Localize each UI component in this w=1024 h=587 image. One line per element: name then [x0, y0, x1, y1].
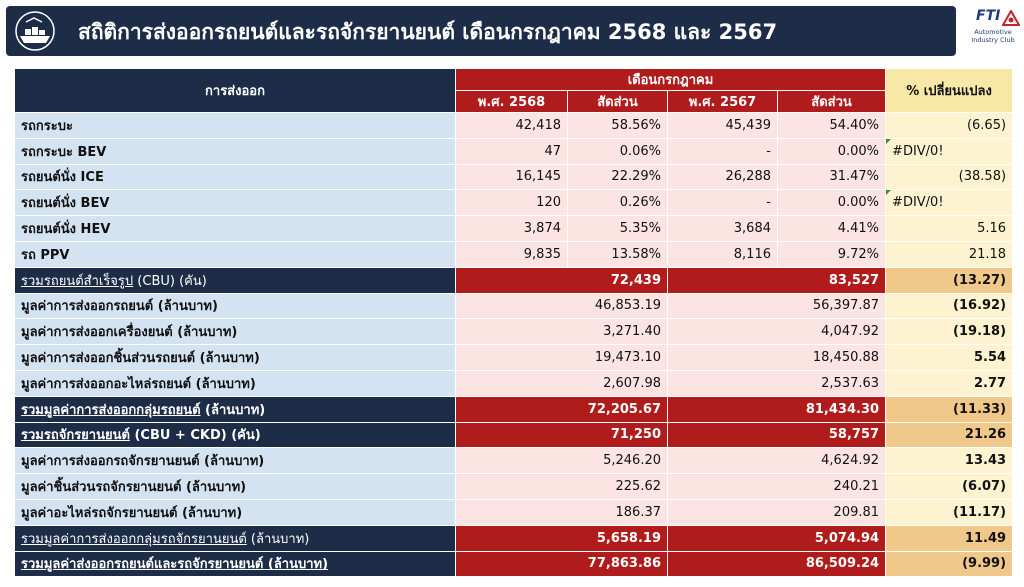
page-title: สถิติการส่งออกรถยนต์และรถจักรยานยนต์ เดือนกรกฎาคม 2568 และ 2567 [78, 20, 778, 44]
row-label: มูลค่าการส่งออกชิ้นส่วนรถยนต์ (ล้านบาท) [15, 345, 456, 371]
total-change: (13.27) [886, 267, 1013, 293]
value-2567: 18,450.88 [668, 345, 886, 371]
change-percent: #DIV/0! [886, 138, 1013, 164]
change-percent: 21.18 [886, 241, 1013, 267]
change-percent: 5.16 [886, 216, 1013, 242]
total-2567: 81,434.30 [668, 396, 886, 422]
share-2568: 0.06% [568, 138, 668, 164]
change-percent: (6.65) [886, 113, 1013, 139]
share-2567: 0.00% [778, 138, 886, 164]
change-percent: #DIV/0! [886, 190, 1013, 216]
column-header-year-2568: พ.ศ. 2568 [456, 91, 568, 113]
share-2568: 22.29% [568, 164, 668, 190]
triangle-logo-icon [1002, 10, 1020, 26]
table-row [15, 241, 1013, 267]
fti-logo-subtitle: Automotive Industry Club [971, 28, 1015, 44]
total-2567: 58,757 [668, 422, 886, 448]
table-row [15, 345, 1013, 371]
change-percent: 5.54 [886, 345, 1013, 371]
total-label: รวมมูลค่าการส่งออกกลุ่มรถยนต์ (ล้านบาท) [15, 396, 456, 422]
total-2567: 83,527 [668, 267, 886, 293]
table-row [15, 293, 1013, 319]
value-2568: 42,418 [456, 113, 568, 139]
row-label: มูลค่าการส่งออกเครื่องยนต์ (ล้านบาท) [15, 319, 456, 345]
table-row [15, 319, 1013, 345]
change-percent: (11.17) [886, 499, 1013, 525]
fti-logo-text: FTI [976, 8, 1001, 24]
change-percent: 2.77 [886, 370, 1013, 396]
value-2568: 3,271.40 [456, 319, 668, 345]
value-2567: 240.21 [668, 474, 886, 500]
value-2567: 2,537.63 [668, 370, 886, 396]
value-2568: 19,473.10 [456, 345, 668, 371]
share-2568: 58.56% [568, 113, 668, 139]
total-row-car-group [15, 396, 1013, 422]
share-2567: 4.41% [778, 216, 886, 242]
row-label: รถยนต์นั่ง HEV [15, 216, 456, 242]
row-label: รถยนต์นั่ง ICE [15, 164, 456, 190]
grand-total-2568: 77,863.86 [456, 551, 668, 577]
value-2568: 2,607.98 [456, 370, 668, 396]
total-label: รวมมูลค่าการส่งออกกลุ่มรถจักรยานยนต์ (ล้านบาท) [15, 525, 456, 551]
row-label: มูลค่าการส่งออกรถจักรยานยนต์ (ล้านบาท) [15, 448, 456, 474]
total-label: รวมรถจักรยานยนต์ (CBU + CKD) (คัน) [15, 422, 456, 448]
header-row-1 [15, 69, 1013, 91]
row-label: มูลค่าการส่งออกรถยนต์ (ล้านบาท) [15, 293, 456, 319]
total-2568: 71,250 [456, 422, 668, 448]
column-header-share-2567: สัดส่วน [778, 91, 886, 113]
value-2568: 16,145 [456, 164, 568, 190]
row-label: รถ PPV [15, 241, 456, 267]
share-2567: 0.00% [778, 190, 886, 216]
table-row [15, 190, 1013, 216]
row-label: รถกระบะ [15, 113, 456, 139]
grand-total-row [15, 551, 1013, 577]
table-row [15, 499, 1013, 525]
total-row-motorcycle [15, 422, 1013, 448]
grand-total-2567: 86,509.24 [668, 551, 886, 577]
value-2567: 4,624.92 [668, 448, 886, 474]
column-header-change: % เปลี่ยนแปลง [886, 69, 1013, 113]
value-2568: 3,874 [456, 216, 568, 242]
total-label: รวมรถยนต์สำเร็จรูป (CBU) (คัน) [15, 267, 456, 293]
total-2568: 5,658.19 [456, 525, 668, 551]
table-row [15, 474, 1013, 500]
column-header-year-2567: พ.ศ. 2567 [668, 91, 778, 113]
value-2567: 8,116 [668, 241, 778, 267]
share-2567: 31.47% [778, 164, 886, 190]
total-2568: 72,439 [456, 267, 668, 293]
total-2568: 72,205.67 [456, 396, 668, 422]
column-header-export: การส่งออก [15, 69, 456, 113]
row-label: รถยนต์นั่ง BEV [15, 190, 456, 216]
share-2567: 9.72% [778, 241, 886, 267]
total-change: 11.49 [886, 525, 1013, 551]
ship-export-icon [12, 10, 58, 52]
table-row [15, 448, 1013, 474]
value-2567: 4,047.92 [668, 319, 886, 345]
row-label: มูลค่าอะไหล่รถจักรยานยนต์ (ล้านบาท) [15, 499, 456, 525]
change-percent: (19.18) [886, 319, 1013, 345]
change-percent: (6.07) [886, 474, 1013, 500]
value-2568: 225.62 [456, 474, 668, 500]
value-2568: 5,246.20 [456, 448, 668, 474]
header [0, 0, 1024, 62]
value-2567: 45,439 [668, 113, 778, 139]
value-2567: - [668, 190, 778, 216]
export-statistics-table [14, 68, 1013, 577]
share-2568: 5.35% [568, 216, 668, 242]
value-2568: 186.37 [456, 499, 668, 525]
total-change: 21.26 [886, 422, 1013, 448]
table-row [15, 138, 1013, 164]
value-2568: 46,853.19 [456, 293, 668, 319]
change-percent: (16.92) [886, 293, 1013, 319]
table-row [15, 370, 1013, 396]
change-percent: 13.43 [886, 448, 1013, 474]
table-row [15, 113, 1013, 139]
value-2568: 120 [456, 190, 568, 216]
value-2568: 9,835 [456, 241, 568, 267]
value-2568: 47 [456, 138, 568, 164]
total-2567: 5,074.94 [668, 525, 886, 551]
row-label: มูลค่าการส่งออกอะไหล่รถยนต์ (ล้านบาท) [15, 370, 456, 396]
share-2567: 54.40% [778, 113, 886, 139]
change-percent: (38.58) [886, 164, 1013, 190]
grand-total-label: รวมมูลค่าส่งออกรถยนต์และรถจักรยานยนต์ (ล้านบาท) [15, 551, 456, 577]
fti-logo [962, 8, 1022, 56]
value-2567: 3,684 [668, 216, 778, 242]
total-row-motorcycle-group [15, 525, 1013, 551]
row-label: มูลค่าชิ้นส่วนรถจักรยานยนต์ (ล้านบาท) [15, 474, 456, 500]
value-2567: 26,288 [668, 164, 778, 190]
value-2567: - [668, 138, 778, 164]
column-header-share-2568: สัดส่วน [568, 91, 668, 113]
total-change: (11.33) [886, 396, 1013, 422]
table-row [15, 216, 1013, 242]
value-2567: 209.81 [668, 499, 886, 525]
total-row-cbu [15, 267, 1013, 293]
title-bar [6, 6, 956, 56]
row-label: รถกระบะ BEV [15, 138, 456, 164]
table-row [15, 164, 1013, 190]
value-2567: 56,397.87 [668, 293, 886, 319]
column-header-month: เดือนกรกฎาคม [456, 69, 886, 91]
grand-total-change: (9.99) [886, 551, 1013, 577]
share-2568: 0.26% [568, 190, 668, 216]
share-2568: 13.58% [568, 241, 668, 267]
